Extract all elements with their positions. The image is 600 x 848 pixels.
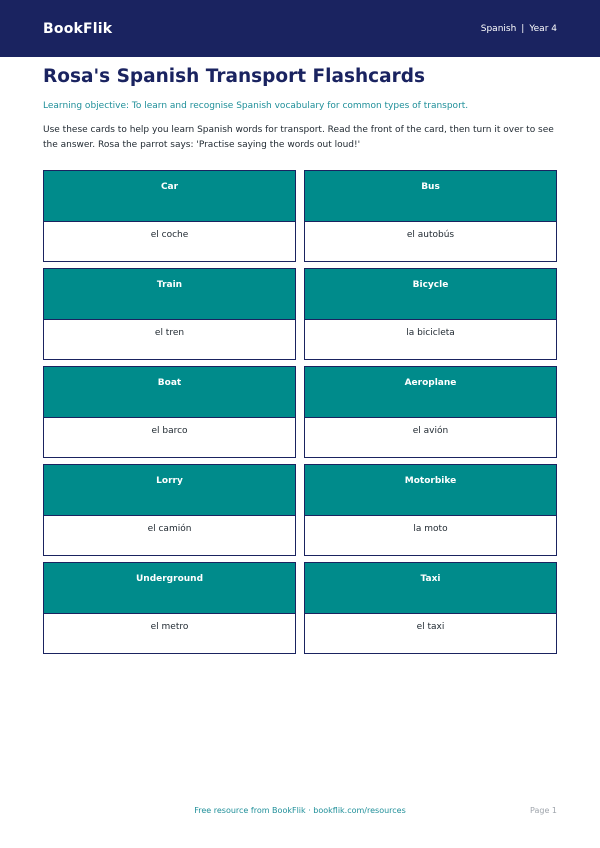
flashcard[interactable] — [43, 562, 296, 654]
card-front: Car — [44, 171, 295, 221]
subject-label: Spanish — [480, 23, 517, 34]
card-back: el metro — [44, 613, 295, 653]
intro-paragraph: Use these cards to help you learn Spanish words for transport. Read the front of the card, then turn it over to see the answer. Rosa the parrot says: 'Practise saying the words out loud!' — [43, 125, 554, 150]
flashcard[interactable] — [43, 170, 296, 262]
card-front: Aeroplane — [305, 367, 556, 417]
card-front: Bus — [305, 171, 556, 221]
card-front: Underground — [44, 563, 295, 613]
flashcard-grid — [43, 170, 557, 654]
card-back: el barco — [44, 417, 295, 457]
card-back: el tren — [44, 319, 295, 359]
card-back: el camión — [44, 515, 295, 555]
meta-separator: | — [521, 23, 525, 34]
brand-logo[interactable]: BookFlik — [43, 20, 113, 37]
card-front: Lorry — [44, 465, 295, 515]
card-back: el taxi — [305, 613, 556, 653]
year-label: Year 4 — [529, 23, 557, 34]
flashcard[interactable] — [43, 464, 296, 556]
card-front: Boat — [44, 367, 295, 417]
card-front: Motorbike — [305, 465, 556, 515]
card-back: el avión — [305, 417, 556, 457]
card-back: el autobús — [305, 221, 556, 261]
footer — [43, 806, 557, 820]
flashcard[interactable] — [304, 170, 557, 262]
card-back: la moto — [305, 515, 556, 555]
card-front: Taxi — [305, 563, 556, 613]
flashcard[interactable] — [43, 366, 296, 458]
card-front: Train — [44, 269, 295, 319]
flashcard[interactable] — [304, 464, 557, 556]
footer-link[interactable]: Free resource from BookFlik · bookflik.com/resources — [194, 806, 406, 815]
flashcard[interactable] — [304, 268, 557, 360]
page-number: Page 1 — [530, 806, 557, 815]
page-title: Rosa's Spanish Transport Flashcards — [43, 66, 425, 87]
flashcard[interactable] — [304, 562, 557, 654]
flashcard[interactable] — [43, 268, 296, 360]
flashcard[interactable] — [304, 366, 557, 458]
header-meta — [481, 24, 557, 34]
card-front: Bicycle — [305, 269, 556, 319]
card-back: el coche — [44, 221, 295, 261]
top-bar — [0, 0, 600, 57]
learning-objective: Learning objective: To learn and recognise Spanish vocabulary for common types of transport. — [43, 101, 469, 111]
card-back: la bicicleta — [305, 319, 556, 359]
